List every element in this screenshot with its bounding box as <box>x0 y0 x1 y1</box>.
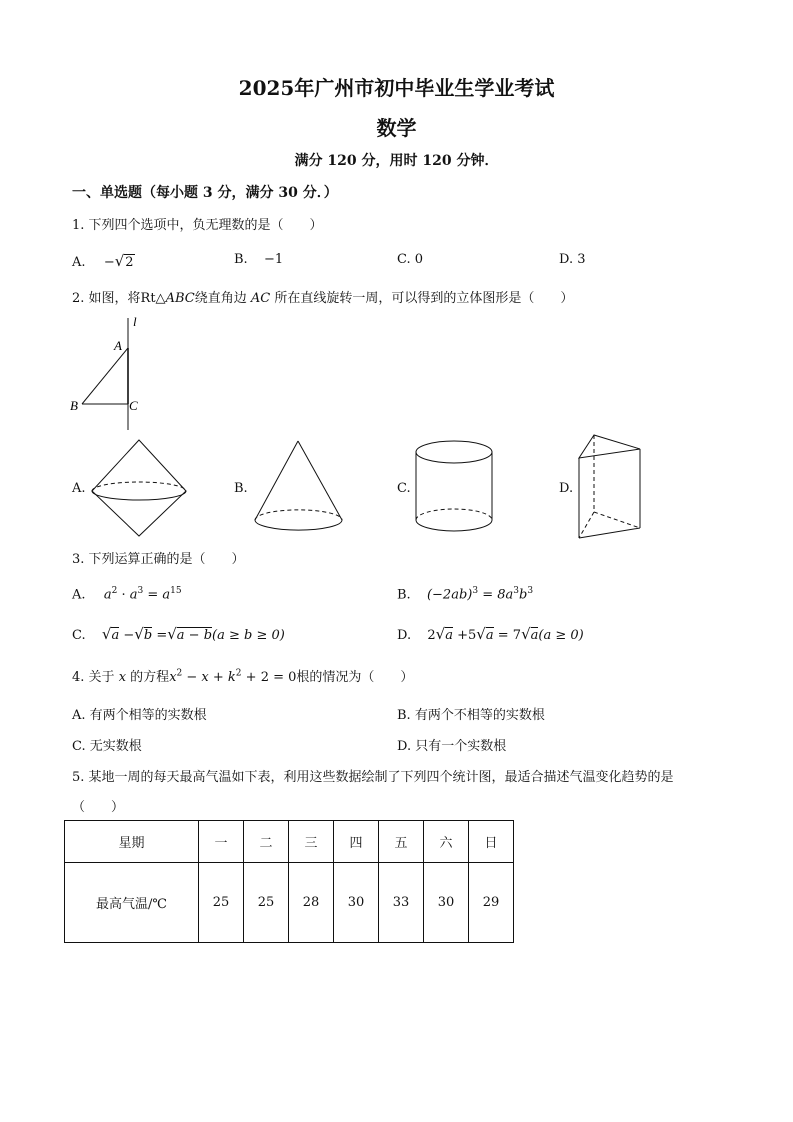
q2-stem-abc: ABC <box>165 291 195 306</box>
q3-d-coef1: 2 <box>427 628 436 643</box>
q3-a-label: A. <box>72 587 86 603</box>
q3-b-exp2: 3 <box>513 586 520 596</box>
q4-eq-exp1: 2 <box>176 668 183 679</box>
q3-option-b <box>397 586 533 602</box>
label-b: B <box>70 398 78 413</box>
q2-option-d-label: D. <box>559 481 574 496</box>
q1-option-a <box>72 252 135 270</box>
q3-d-radicand3: a <box>530 628 539 643</box>
q3-a-eq: = <box>143 587 163 603</box>
table-cell: 25 <box>199 863 244 943</box>
table-header-cell: 四 <box>334 821 379 863</box>
q2-stem-rt: Rt△ <box>140 291 166 306</box>
q4-eq-x: x <box>169 670 177 685</box>
table-header-cell: 三 <box>289 821 334 863</box>
q3-d-eq: = 7 <box>497 628 522 643</box>
q3-b-b: b <box>519 587 528 603</box>
q4-var: x <box>118 670 127 685</box>
q4-option-a: A. 有两个相等的实数根 <box>72 708 207 723</box>
q3-a-exp1: 2 <box>111 586 118 596</box>
q3-a-base2: a <box>129 587 138 603</box>
q3-c-radicand1: a <box>111 628 120 643</box>
q3-c-radicand2: b <box>143 628 153 643</box>
table-header-cell: 二 <box>244 821 289 863</box>
table-header-cell: 一 <box>199 821 244 863</box>
sqrt-icon: √ <box>521 625 531 643</box>
q5-stem-line2: （ ） <box>72 800 125 815</box>
table-header-cell: 日 <box>469 821 514 863</box>
q4-option-c: C. 无实数根 <box>72 739 142 754</box>
table-cell: 25 <box>244 863 289 943</box>
q3-c-label: C. <box>72 628 86 643</box>
q2-stem <box>72 287 573 306</box>
q3-c-minus: − <box>123 628 135 643</box>
q2-stem-mid: 绕直角边 <box>194 291 247 306</box>
q1-option-c: C. 0 <box>397 252 424 267</box>
q4-stem-pre: 4. 关于 <box>72 670 115 685</box>
label-l: l <box>133 314 137 329</box>
q5-stem-line1: 5. 某地一周的每天最高气温如下表，利用这些数据绘制了下列四个统计图，最适合描述气温变化趋势的是 <box>72 770 674 785</box>
q3-d-radicand1: a <box>445 628 453 643</box>
q3-d-condition: (a ≥ 0) <box>538 628 584 643</box>
q3-d-label: D. <box>397 628 412 643</box>
side-ab <box>82 348 128 404</box>
q3-a-dot: · <box>117 587 130 603</box>
section-heading: 一、单选题（每小题 3 分，满分 30 分．） <box>72 185 338 201</box>
q3-d-plus: +5 <box>457 628 477 643</box>
table-cell: 30 <box>424 863 469 943</box>
q3-b-label: B. <box>397 587 411 603</box>
q3-stem: 3. 下列运算正确的是（ ） <box>72 552 245 567</box>
q4-stem <box>72 666 413 685</box>
double-cone-icon <box>88 437 190 539</box>
q3-c-condition: (a ≥ b ≥ 0) <box>212 628 285 643</box>
q4-eq-tail: + 2 = 0 <box>241 670 297 685</box>
q3-b-exp: 3 <box>472 586 479 596</box>
table-cell: 最高气温/℃ <box>65 863 199 943</box>
exam-title: 2025年广州市初中毕业生学业考试 <box>238 76 555 100</box>
table-cell: 30 <box>334 863 379 943</box>
sqrt-icon: √ <box>134 625 144 643</box>
q1-option-d: D. 3 <box>559 252 586 267</box>
q3-c-radicand3: a − b <box>176 628 213 643</box>
table-header-cell: 星期 <box>65 821 199 863</box>
table-cell: 33 <box>379 863 424 943</box>
table-header-cell: 五 <box>379 821 424 863</box>
table-row <box>65 821 514 863</box>
table-cell: 28 <box>289 863 334 943</box>
q4-option-d: D. 只有一个实数根 <box>397 739 507 754</box>
q4-stem-post: 根的情况为（ ） <box>296 670 414 685</box>
cylinder-icon <box>414 438 498 534</box>
sqrt-icon: √ <box>114 252 125 270</box>
q2-triangle-figure <box>66 312 156 434</box>
q3-b-exp3: 3 <box>527 586 534 596</box>
cone-icon <box>252 438 346 534</box>
q3-a-base1: a <box>103 587 112 603</box>
table-row <box>65 863 514 943</box>
q1-a-radicand: 2 <box>125 255 134 270</box>
temperature-table <box>64 820 514 943</box>
q4-stem-mid: 的方程 <box>130 670 170 685</box>
q1-option-b <box>234 252 283 267</box>
q2-stem-pre: 2. 如图，将 <box>72 291 141 306</box>
q2-stem-ac: AC <box>250 291 271 306</box>
subject-title: 数学 <box>376 116 417 140</box>
q3-a-exp2: 3 <box>137 586 144 596</box>
q1-a-minus: − <box>103 255 115 270</box>
q3-b-rhs: = 8a <box>478 587 514 603</box>
q3-option-d <box>397 625 584 643</box>
q4-eq-mid: − x + k <box>182 670 236 685</box>
q2-option-b-label: B. <box>234 481 248 496</box>
q3-option-a <box>72 586 182 602</box>
q3-d-radicand2: a <box>485 628 494 643</box>
q2-option-a-label: A. <box>72 481 86 496</box>
table-cell: 29 <box>469 863 514 943</box>
q3-c-eq: = <box>156 628 168 643</box>
q3-option-c <box>72 625 285 643</box>
q2-option-c-label: C. <box>397 481 411 496</box>
q1-stem: 1. 下列四个选项中，负无理数的是（ ） <box>72 218 323 233</box>
q1-b-label: B. <box>234 252 248 267</box>
q4-eq-exp2: 2 <box>235 668 242 679</box>
q3-a-exp3: 15 <box>170 586 182 596</box>
q3-a-base3: a <box>162 587 171 603</box>
sqrt-icon: √ <box>435 625 446 643</box>
q2-stem-post: 所在直线旋转一周，可以得到的立体图形是（ ） <box>274 291 574 306</box>
sqrt-icon: √ <box>101 625 112 643</box>
exam-note: 满分 120 分，用时 120 分钟． <box>294 153 499 169</box>
sqrt-icon: √ <box>476 625 486 643</box>
sqrt-icon: √ <box>167 625 177 643</box>
table-header-cell: 六 <box>424 821 469 863</box>
triangular-prism-icon <box>574 432 644 542</box>
q4-option-b: B. 有两个不相等的实数根 <box>397 708 545 723</box>
q1-a-label: A. <box>72 255 86 270</box>
q3-b-lhs: (−2ab) <box>426 587 473 603</box>
label-c: C <box>129 398 138 413</box>
q1-b-value: −1 <box>263 252 284 267</box>
label-a: A <box>114 338 122 353</box>
